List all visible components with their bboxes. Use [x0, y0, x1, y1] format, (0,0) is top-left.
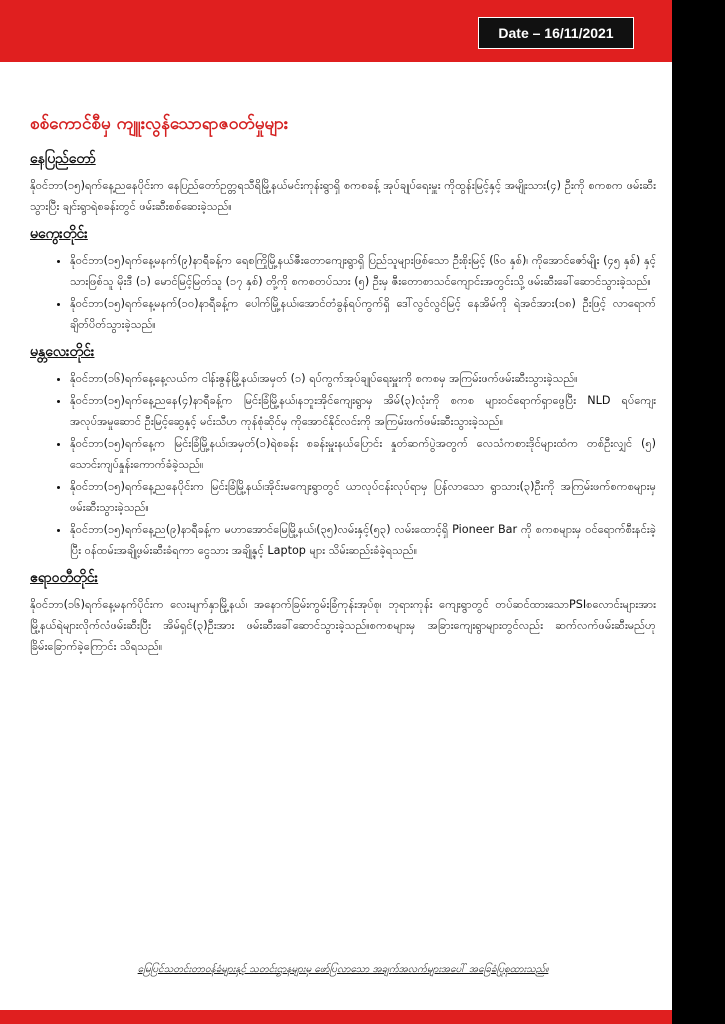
- magway-list: [30, 250, 656, 335]
- section-heading-magway: မကွေးတိုင်း: [30, 226, 88, 242]
- section-paragraph-ayeyarwady: နိုဝင်ဘာ(၁၆)ရက်နေ့မနက်ပိုင်းက လေးမျက်နှာမြို့နယ်၊ အနောက်ခြမ်းကွမ်းခြံကုန်းအုပ်စု၊ ဘုရားကုန်း ကျေးရွာတွင် တပ်ဆင်ထားသောPSIစလောင်းများအား မြို့နယ်ရဲများလိုက်လံဖမ်းဆီးပြီး အိမ်ရှင်(၃)ဦးအား ဖမ်းဆီးခေါ်ဆောင်သွားခဲ့သည်။စကစများမှ အခြားကျေးရွာများတွင်လည်း ဆက်လက်ဖမ်းဆီးမည်ဟု ခြိမ်းခြောက်ခဲ့ကြောင်း သိရသည်။: [30, 598, 656, 653]
- section-heading-naypyitaw: နေပြည်တော်: [30, 151, 96, 167]
- list-item: • နိုဝင်ဘာ(၁၆)ရက်နေ့နေ့လယ်က ငါန်းဇွန်မြို့နယ်၊အမှတ် (၁) ရပ်ကွက်အုပ်ချုပ်ရေးမှူးကို စကစမှ အကြမ်းဖက်ဖမ်းဆီးသွားခဲ့သည်။: [70, 368, 656, 389]
- list-item: • နိုဝင်ဘာ(၁၅)ရက်နေ့က မြင်းခြံမြို့နယ်၊အမှတ်(၁)ရဲစခန်း စခန်းမှူးနယ်ပြောင်း နှုတ်ဆက်ပွဲအတွက် လေသံကစားဒိုင်များထံက တစ်ဦးလျှင် (၅) သောင်းကျပ်နှုန်းကောက်ခံခဲ့သည်။: [70, 433, 656, 475]
- list-item: • နိုဝင်ဘာ(၁၅)ရက်နေ့ညနေပိုင်းက မြင်းခြံမြို့နယ်၊အိုင်းမကျေးရွာတွင် ယာလုပ်ငန်းလုပ်ရာမှ ပြန်လာသော ရွာသား(၃)ဦးကို အကြမ်းဖက်စကစများမှ ဖမ်းဆီးသွားခဲ့သည်။: [70, 476, 656, 518]
- list-item: • နိုဝင်ဘာ(၁၅)ရက်နေ့မနက်(၉)နာရီခန့်က ရေစကြိုမြို့နယ်ဇီးတောကျေးရွာရှိ ပြည်သူများဖြစ်သော ဦးစိုးမြင့် (၆၀ နှစ်)၊ ကိုအောင်ဇော်မျိုး (၄၅ နှစ်) နှင့် သားဖြစ်သူ မိုးဒီ (၁) မောင်မြင့်မြတ်သူ (၁၇ နှစ်) တို့ကို စကစတပ်သား (၅) ဦးမှ ဇီးတောစာသင်ကျောင်းအတွင်းသို့ ဖမ်းဆီးခေါ်ဆောင်သွားခဲ့သည်။: [70, 250, 656, 292]
- list-item: • နိုဝင်ဘာ(၁၅)ရက်နေ့ညနေ(၄)နာရီခန့်က မြင်းခြံမြို့နယ်၊နဘူးအိုင်ကျေးရွာမှ အိမ်(၃)လုံးကို စကစ များဝင်ရောက်ရှာဖွေပြီး NLD ရပ်ကျေး အလုပ်အမှုဆောင် ဦးမြင့်ဆွေနှင့် မင်းသီဟ ကုန်စုံဆိုင်မှ ကိုအောင်နိုင်လင်းကို အကြမ်းဖက်ဖမ်းဆီးသွားခဲ့သည်။: [70, 390, 656, 432]
- section-heading-mandalay: မန္တလေးတိုင်း: [30, 344, 95, 360]
- section-paragraph-naypyitaw: နိုဝင်ဘာ(၁၅)ရက်နေ့ညနေပိုင်းက နေပြည်တော်ဥတ္တရသီရိမြို့နယ်မင်းကုန်းရွာရှိ စကစခန့် အုပ်ချုပ်ရေးမှူး ကိုထွန်းမြင့်နှင့် အမျိုးသား(၄) ဦးကို စကစက ဖမ်းဆီးသွားပြီး ချင်းရွာရဲစခန်းတွင် ဖမ်းဆီးစစ်ဆေးခဲ့သည်။: [30, 179, 656, 213]
- date-label: Date – 16/11/2021: [478, 17, 634, 49]
- bottom-red-band: [0, 1010, 672, 1024]
- list-item: • နိုဝင်ဘာ(၁၅)ရက်နေ့ည(၉)နာရီခန့်က မဟာအောင်မြေမြို့နယ်၊(၃၅)လမ်းနှင့်(၅၃) လမ်းထောင့်ရှိ Pioneer Bar ကို စကစများမှ ဝင်ရောက်စီးနင်းခဲ့ပြီး ဝန်ထမ်းအချို့ဖမ်းဆီးခံရကာ ငွေသား အချို့နှင့် Laptop များ သိမ်းဆည်းခံခဲ့ရသည်။: [70, 519, 656, 561]
- mandalay-list: [30, 368, 656, 561]
- report-title: စစ်ကောင်စီမှ ကျူးလွန်သောရာဇဝတ်မှုများ: [30, 114, 289, 134]
- right-black-band: [672, 0, 725, 1024]
- section-heading-ayeyarwady: ဧရာဝတီတိုင်း: [30, 570, 99, 586]
- report-body: [30, 112, 656, 663]
- list-item: • နိုဝင်ဘာ(၁၅)ရက်နေ့မနက်(၁၀)နာရီခန့်က ပေါက်မြို့နယ်၊အောင်တံခွန်ရပ်ကွက်ရှိ ဒေါ်လွင်လွင်မြင့် နေအိမ်ကို ရဲအင်အား(၁၈) ဦးဖြင့် လာရောက် ချိတ်ပိတ်သွားခဲ့သည်။: [70, 293, 656, 335]
- source-note: မြေပြင်သတင်းတာဝန်ခံများနှင့် သတင်းဌာနများမှ ဖော်ပြလာသော အချက်အလက်များအပေါ် အခြေခံပြုစုထားသည်။: [137, 964, 549, 975]
